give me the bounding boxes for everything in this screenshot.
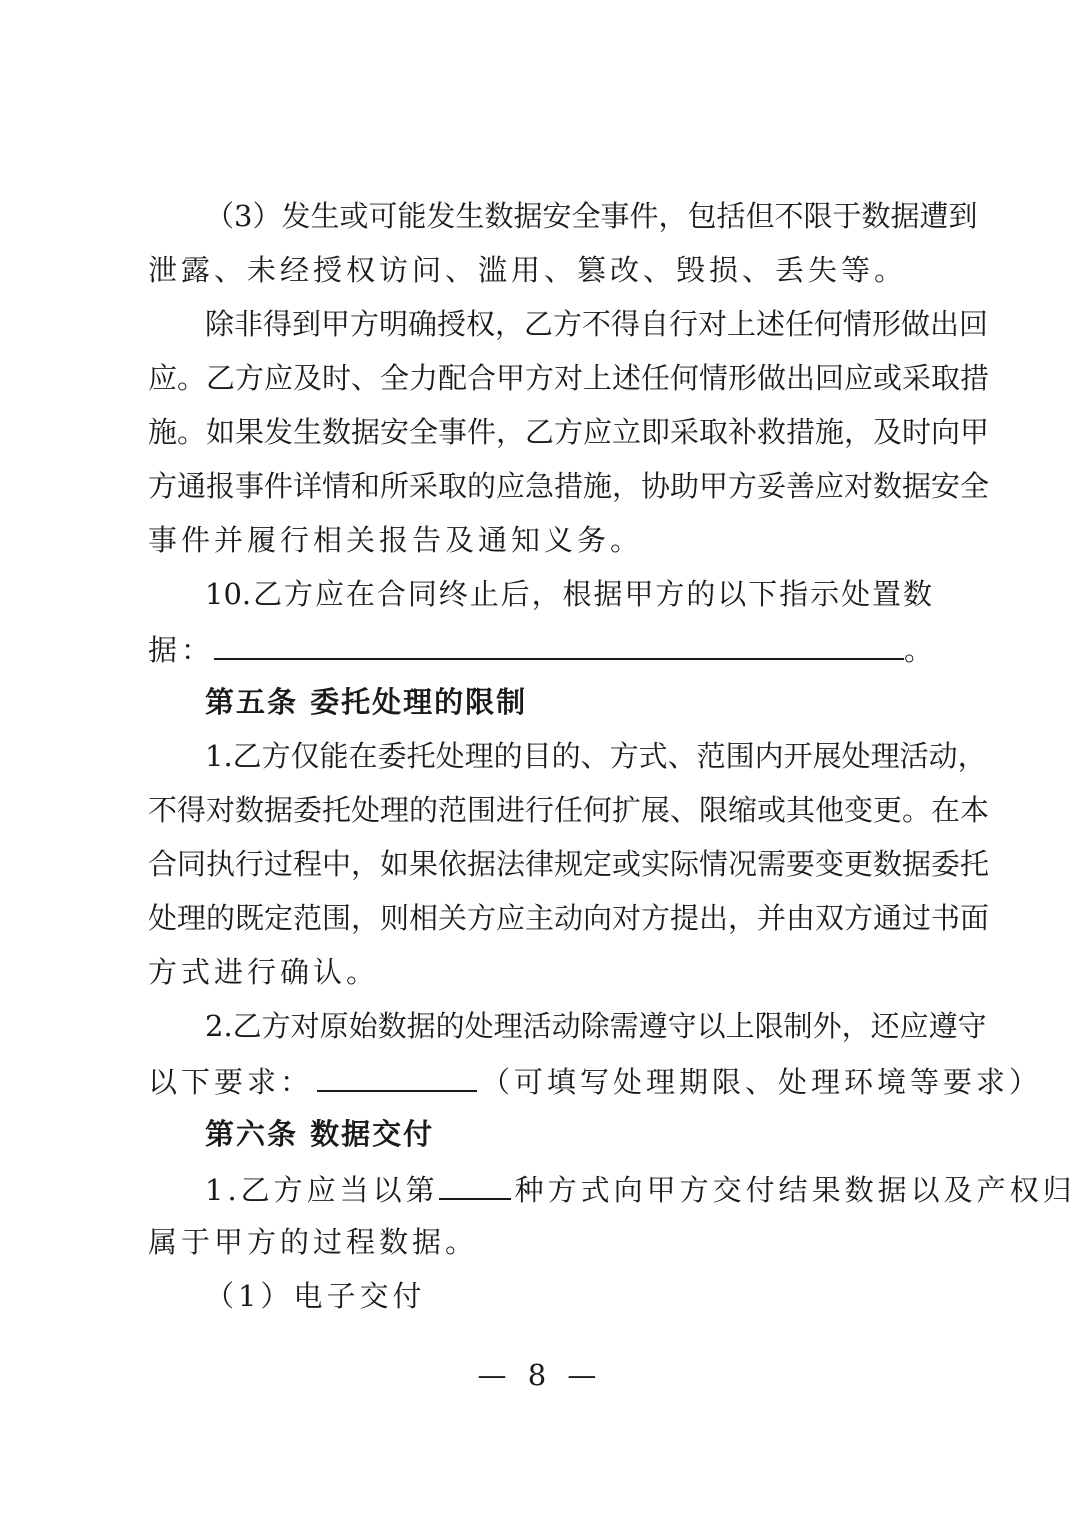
article-5-clause-2-line-2 [148, 1060, 1043, 1100]
article-5-clause-2-line-1: 2.乙方对原始数据的处理活动除需遵守以上限制外，还应遵守 [205, 1009, 987, 1043]
requirements-hint: （可填写处理期限、处理环境等要求） [481, 1065, 1043, 1099]
delivery-method-prefix: 1.乙方应当以第 [205, 1173, 439, 1207]
article-5-clause-1-line-4: 处理的既定范围，则相关方应主动向对方提出，并由双方通过书面 [148, 901, 990, 935]
article-5-clause-1-line-3: 合同执行过程中，如果依据法律规定或实际情况需要变更数据委托 [148, 847, 990, 881]
clause-10-period: 。 [904, 633, 938, 667]
paragraph-authorization-line-1: 除非得到甲方明确授权，乙方不得自行对上述任何情形做出回 [205, 307, 989, 341]
clause-10-label: 据： [148, 633, 215, 667]
paragraph-authorization-line-5: 事件并履行相关报告及通知义务。 [148, 523, 644, 557]
delivery-method-suffix: 种方式向甲方交付结果数据以及产权归 [514, 1173, 1076, 1207]
requirements-blank[interactable] [317, 1060, 477, 1092]
paragraph-authorization-line-2: 应。乙方应及时、全力配合甲方对上述任何情形做出回应或采取措 [148, 361, 990, 395]
electronic-delivery-item: （1）电子交付 [205, 1279, 426, 1313]
article-6-clause-1-line-1 [205, 1168, 1076, 1208]
article-5-clause-1-line-5: 方式进行确认。 [148, 955, 380, 989]
page-number: — 8 — [477, 1358, 603, 1392]
paragraph-authorization-line-4: 方通报事件详情和所采取的应急措施，协助甲方妥善应对数据安全 [148, 469, 990, 503]
paragraph-authorization-line-3: 施。如果发生数据安全事件，乙方应立即采取补救措施，及时向甲 [148, 415, 990, 449]
article-5-clause-1-line-1: 1.乙方仅能在委托处理的目的、方式、范围内开展处理活动， [205, 739, 987, 773]
clause-10-line-1: 10.乙方应在合同终止后，根据甲方的以下指示处置数 [205, 577, 932, 611]
clause-10-line-2 [148, 628, 938, 668]
paragraph-3-line-2: 泄露、未经授权访问、滥用、篡改、毁损、丢失等。 [148, 253, 908, 287]
article-6-clause-1-line-2: 属于甲方的过程数据。 [148, 1225, 479, 1259]
delivery-method-blank[interactable] [439, 1168, 511, 1200]
disposal-instruction-blank[interactable] [214, 628, 904, 660]
article-5-heading: 第五条 委托处理的限制 [205, 685, 528, 719]
article-5-clause-1-line-2: 不得对数据委托处理的范围进行任何扩展、限缩或其他变更。在本 [148, 793, 990, 827]
article-6-heading: 第六条 数据交付 [205, 1117, 435, 1151]
paragraph-3-line-1: （3）发生或可能发生数据安全事件，包括但不限于数据遭到 [205, 199, 978, 233]
requirements-label: 以下要求： [148, 1065, 314, 1099]
